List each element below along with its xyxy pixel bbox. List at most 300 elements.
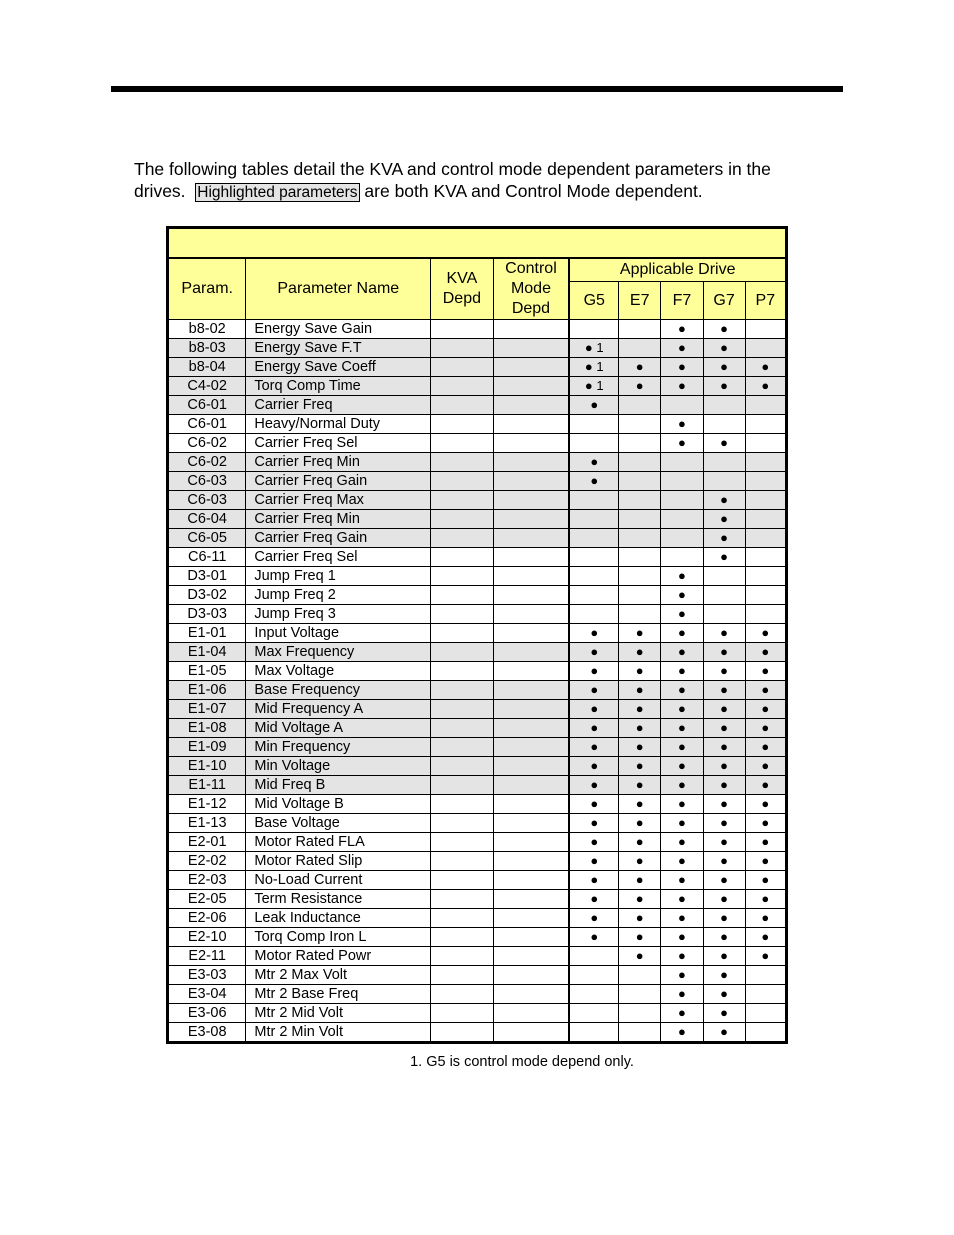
drive-e7-cell: ● (619, 947, 661, 966)
param-cell: C6-02 (168, 453, 246, 472)
drive-f7-cell: ● (661, 928, 703, 947)
drive-f7-cell: ● (661, 776, 703, 795)
drive-g5-cell (569, 434, 618, 453)
control-mode-depd-cell (493, 434, 569, 453)
drive-e7-cell: ● (619, 776, 661, 795)
drive-f7-cell: ● (661, 985, 703, 1004)
drive-p7-cell: ● (745, 814, 786, 833)
control-mode-depd-cell (493, 1023, 569, 1043)
drive-e7-cell: ● (619, 358, 661, 377)
control-mode-depd-cell (493, 491, 569, 510)
control-mode-depd-cell (493, 396, 569, 415)
parameter-name-cell: Motor Rated FLA (246, 833, 431, 852)
table-row (168, 985, 787, 1004)
parameter-name-cell: Min Frequency (246, 738, 431, 757)
kva-depd-cell (431, 852, 493, 871)
kva-depd-cell (431, 510, 493, 529)
kva-depd-cell (431, 700, 493, 719)
header-applicable-drive: Applicable Drive (569, 258, 786, 282)
drive-g5-cell (569, 586, 618, 605)
drive-g5-cell (569, 415, 618, 434)
header-ctl-line2: Mode (510, 280, 551, 297)
control-mode-depd-cell (493, 719, 569, 738)
param-cell: b8-02 (168, 320, 246, 339)
param-cell: E1-04 (168, 643, 246, 662)
drive-f7-cell: ● (661, 719, 703, 738)
drive-f7-cell: ● (661, 415, 703, 434)
drive-g7-cell: ● (703, 833, 745, 852)
drive-g7-cell (703, 472, 745, 491)
drive-f7-cell: ● (661, 320, 703, 339)
parameter-name-cell: Carrier Freq Sel (246, 434, 431, 453)
drive-g5-cell: ● (569, 871, 618, 890)
table-row (168, 909, 787, 928)
drive-g7-cell: ● (703, 719, 745, 738)
drive-g7-cell: ● (703, 738, 745, 757)
drive-p7-cell: ● (745, 719, 786, 738)
drive-p7-cell: ● (745, 757, 786, 776)
param-cell: E1-13 (168, 814, 246, 833)
control-mode-depd-cell (493, 738, 569, 757)
drive-g5-cell (569, 320, 618, 339)
param-cell: E3-06 (168, 1004, 246, 1023)
param-cell: E1-07 (168, 700, 246, 719)
table-row (168, 871, 787, 890)
parameter-name-cell: Motor Rated Powr (246, 947, 431, 966)
kva-depd-cell (431, 339, 493, 358)
control-mode-depd-cell (493, 605, 569, 624)
param-cell: E3-04 (168, 985, 246, 1004)
drive-e7-cell (619, 320, 661, 339)
drive-e7-cell (619, 472, 661, 491)
param-cell: C6-02 (168, 434, 246, 453)
intro-line2-post: are both KVA and Control Mode dependent. (364, 181, 703, 201)
drive-p7-cell (745, 396, 786, 415)
drive-p7-cell (745, 339, 786, 358)
kva-depd-cell (431, 757, 493, 776)
table-row (168, 966, 787, 985)
param-cell: C6-03 (168, 472, 246, 491)
param-cell: C6-03 (168, 491, 246, 510)
drive-g5-cell: ● 1 (569, 339, 618, 358)
drive-g7-cell: ● (703, 377, 745, 396)
kva-depd-cell (431, 928, 493, 947)
kva-depd-cell (431, 738, 493, 757)
drive-e7-cell (619, 434, 661, 453)
parameter-name-cell: Carrier Freq Max (246, 491, 431, 510)
drive-g5-cell: ● (569, 624, 618, 643)
table-row (168, 434, 787, 453)
drive-p7-cell (745, 985, 786, 1004)
drive-p7-cell (745, 966, 786, 985)
drive-e7-cell (619, 529, 661, 548)
drive-f7-cell (661, 548, 703, 567)
drive-g7-cell: ● (703, 681, 745, 700)
drive-f7-cell: ● (661, 434, 703, 453)
drive-e7-cell (619, 567, 661, 586)
drive-f7-cell (661, 396, 703, 415)
drive-g7-cell: ● (703, 928, 745, 947)
param-cell: C6-01 (168, 415, 246, 434)
control-mode-depd-cell (493, 453, 569, 472)
control-mode-depd-cell (493, 909, 569, 928)
param-cell: E1-09 (168, 738, 246, 757)
parameter-name-cell: Heavy/Normal Duty (246, 415, 431, 434)
kva-depd-cell (431, 320, 493, 339)
drive-g5-cell: ● 1 (569, 377, 618, 396)
parameter-name-cell: Jump Freq 2 (246, 586, 431, 605)
parameter-name-cell: Motor Rated Slip (246, 852, 431, 871)
control-mode-depd-cell (493, 586, 569, 605)
parameter-name-cell: Torq Comp Time (246, 377, 431, 396)
drive-p7-cell: ● (745, 681, 786, 700)
drive-e7-cell (619, 510, 661, 529)
kva-depd-cell (431, 472, 493, 491)
drive-g7-cell: ● (703, 624, 745, 643)
param-cell: E1-10 (168, 757, 246, 776)
drive-g7-cell: ● (703, 643, 745, 662)
parameter-name-cell: Base Voltage (246, 814, 431, 833)
drive-g5-cell (569, 529, 618, 548)
drive-e7-cell: ● (619, 833, 661, 852)
table-row (168, 548, 787, 567)
drive-p7-cell (745, 434, 786, 453)
table-row (168, 738, 787, 757)
drive-p7-cell (745, 415, 786, 434)
kva-depd-cell (431, 567, 493, 586)
table-row (168, 890, 787, 909)
param-cell: C6-04 (168, 510, 246, 529)
control-mode-depd-cell (493, 472, 569, 491)
kva-depd-cell (431, 833, 493, 852)
footnote: 1. G5 is control mode depend only. (410, 1054, 634, 1070)
param-cell: b8-04 (168, 358, 246, 377)
drive-f7-cell: ● (661, 738, 703, 757)
drive-g7-cell (703, 396, 745, 415)
drive-g7-cell: ● (703, 1023, 745, 1043)
parameter-name-cell: Mtr 2 Base Freq (246, 985, 431, 1004)
drive-g7-cell: ● (703, 909, 745, 928)
param-cell: E1-08 (168, 719, 246, 738)
control-mode-depd-cell (493, 624, 569, 643)
drive-g7-cell: ● (703, 358, 745, 377)
drive-e7-cell: ● (619, 795, 661, 814)
table-row (168, 852, 787, 871)
table-row (168, 624, 787, 643)
drive-g7-cell: ● (703, 529, 745, 548)
control-mode-depd-cell (493, 567, 569, 586)
table-row (168, 396, 787, 415)
kva-depd-cell (431, 776, 493, 795)
drive-g5-cell (569, 567, 618, 586)
parameter-name-cell: Leak Inductance (246, 909, 431, 928)
kva-depd-cell (431, 719, 493, 738)
parameter-name-cell: Energy Save Coeff (246, 358, 431, 377)
control-mode-depd-cell (493, 966, 569, 985)
drive-g5-cell: ● (569, 890, 618, 909)
top-rule (111, 86, 843, 92)
table-row (168, 928, 787, 947)
parameter-name-cell: Max Voltage (246, 662, 431, 681)
control-mode-depd-cell (493, 415, 569, 434)
drive-g7-cell: ● (703, 947, 745, 966)
param-cell: E2-11 (168, 947, 246, 966)
drive-p7-cell: ● (745, 871, 786, 890)
control-mode-depd-cell (493, 928, 569, 947)
parameter-name-cell: Mtr 2 Min Volt (246, 1023, 431, 1043)
drive-f7-cell (661, 472, 703, 491)
drive-g5-cell: ● (569, 776, 618, 795)
drive-p7-cell: ● (745, 795, 786, 814)
parameter-name-cell: Mtr 2 Max Volt (246, 966, 431, 985)
drive-g7-cell: ● (703, 966, 745, 985)
drive-g7-cell: ● (703, 491, 745, 510)
parameter-name-cell: Mid Voltage A (246, 719, 431, 738)
drive-e7-cell (619, 966, 661, 985)
drive-g5-cell: ● (569, 757, 618, 776)
drive-e7-cell (619, 548, 661, 567)
control-mode-depd-cell (493, 757, 569, 776)
param-cell: E2-01 (168, 833, 246, 852)
param-cell: E2-02 (168, 852, 246, 871)
table-row (168, 814, 787, 833)
drive-p7-cell: ● (745, 358, 786, 377)
drive-f7-cell: ● (661, 339, 703, 358)
parameter-name-cell: Carrier Freq Gain (246, 529, 431, 548)
drive-p7-cell: ● (745, 776, 786, 795)
drive-e7-cell: ● (619, 377, 661, 396)
control-mode-depd-cell (493, 681, 569, 700)
drive-p7-cell: ● (745, 852, 786, 871)
drive-e7-cell: ● (619, 624, 661, 643)
param-cell: E2-06 (168, 909, 246, 928)
kva-depd-cell (431, 662, 493, 681)
drive-p7-cell (745, 472, 786, 491)
drive-e7-cell: ● (619, 681, 661, 700)
drive-g7-cell (703, 605, 745, 624)
drive-p7-cell (745, 586, 786, 605)
header-name: Parameter Name (246, 258, 431, 320)
drive-e7-cell: ● (619, 643, 661, 662)
drive-f7-cell: ● (661, 833, 703, 852)
drive-g7-cell (703, 586, 745, 605)
table-row (168, 681, 787, 700)
kva-depd-cell (431, 358, 493, 377)
kva-depd-cell (431, 681, 493, 700)
kva-depd-cell (431, 871, 493, 890)
drive-g5-cell: ● (569, 643, 618, 662)
parameter-name-cell: Carrier Freq (246, 396, 431, 415)
drive-g5-cell: ● (569, 700, 618, 719)
parameter-table-container (166, 226, 788, 1044)
drive-f7-cell (661, 510, 703, 529)
drive-g5-cell: ● (569, 681, 618, 700)
drive-e7-cell: ● (619, 928, 661, 947)
drive-e7-cell: ● (619, 871, 661, 890)
drive-p7-cell (745, 320, 786, 339)
drive-g7-cell: ● (703, 662, 745, 681)
drive-p7-cell (745, 1004, 786, 1023)
table-row (168, 757, 787, 776)
drive-p7-cell: ● (745, 700, 786, 719)
header-drive-g7: G7 (703, 282, 745, 320)
drive-g7-cell (703, 453, 745, 472)
param-cell: E1-12 (168, 795, 246, 814)
table-row (168, 529, 787, 548)
table-row (168, 776, 787, 795)
drive-f7-cell (661, 491, 703, 510)
drive-e7-cell: ● (619, 738, 661, 757)
drive-p7-cell: ● (745, 833, 786, 852)
drive-f7-cell: ● (661, 662, 703, 681)
parameter-name-cell: Mtr 2 Mid Volt (246, 1004, 431, 1023)
drive-g5-cell: ● (569, 909, 618, 928)
control-mode-depd-cell (493, 529, 569, 548)
control-mode-depd-cell (493, 947, 569, 966)
table-row (168, 320, 787, 339)
drive-g5-cell (569, 1004, 618, 1023)
drive-e7-cell: ● (619, 814, 661, 833)
drive-e7-cell: ● (619, 700, 661, 719)
drive-f7-cell: ● (661, 624, 703, 643)
drive-e7-cell: ● (619, 852, 661, 871)
drive-g7-cell: ● (703, 757, 745, 776)
drive-f7-cell: ● (661, 947, 703, 966)
param-cell: E1-06 (168, 681, 246, 700)
header-control (493, 258, 569, 320)
header-drive-e7: E7 (619, 282, 661, 320)
drive-p7-cell (745, 1023, 786, 1043)
control-mode-depd-cell (493, 510, 569, 529)
drive-p7-cell: ● (745, 738, 786, 757)
control-mode-depd-cell (493, 852, 569, 871)
param-cell: D3-03 (168, 605, 246, 624)
table-row (168, 795, 787, 814)
parameter-name-cell: Carrier Freq Sel (246, 548, 431, 567)
drive-f7-cell: ● (661, 643, 703, 662)
highlight-sample: Highlighted parameters (197, 184, 358, 201)
drive-g5-cell: ● (569, 662, 618, 681)
header-drive-f7: F7 (661, 282, 703, 320)
drive-g5-cell: ● (569, 928, 618, 947)
drive-g7-cell: ● (703, 1004, 745, 1023)
table-row (168, 605, 787, 624)
drive-g5-cell: ● (569, 472, 618, 491)
drive-e7-cell (619, 453, 661, 472)
param-cell: E2-03 (168, 871, 246, 890)
header-ctl-line3: Depd (511, 300, 551, 317)
drive-f7-cell: ● (661, 605, 703, 624)
parameter-name-cell: No-Load Current (246, 871, 431, 890)
drive-g7-cell: ● (703, 871, 745, 890)
control-mode-depd-cell (493, 985, 569, 1004)
parameter-name-cell: Term Resistance (246, 890, 431, 909)
drive-g5-cell: ● (569, 738, 618, 757)
table-row (168, 662, 787, 681)
drive-g5-cell (569, 510, 618, 529)
control-mode-depd-cell (493, 643, 569, 662)
kva-depd-cell (431, 529, 493, 548)
drive-f7-cell: ● (661, 567, 703, 586)
table-row (168, 1004, 787, 1023)
control-mode-depd-cell (493, 890, 569, 909)
param-cell: E2-10 (168, 928, 246, 947)
drive-f7-cell: ● (661, 586, 703, 605)
drive-g7-cell: ● (703, 339, 745, 358)
parameter-name-cell: Mid Voltage B (246, 795, 431, 814)
param-cell: b8-03 (168, 339, 246, 358)
drive-g7-cell: ● (703, 320, 745, 339)
parameter-name-cell: Carrier Freq Min (246, 453, 431, 472)
drive-g5-cell: ● (569, 453, 618, 472)
drive-f7-cell: ● (661, 909, 703, 928)
drive-f7-cell: ● (661, 700, 703, 719)
drive-g7-cell: ● (703, 890, 745, 909)
table-row (168, 643, 787, 662)
param-cell: E1-05 (168, 662, 246, 681)
table-row (168, 700, 787, 719)
control-mode-depd-cell (493, 548, 569, 567)
drive-e7-cell: ● (619, 757, 661, 776)
drive-g5-cell: ● (569, 719, 618, 738)
drive-g5-cell: ● (569, 396, 618, 415)
param-cell: E1-11 (168, 776, 246, 795)
drive-p7-cell (745, 567, 786, 586)
table-row (168, 510, 787, 529)
parameter-name-cell: Energy Save F.T (246, 339, 431, 358)
drive-f7-cell: ● (661, 814, 703, 833)
param-cell: C4-02 (168, 377, 246, 396)
kva-depd-cell (431, 396, 493, 415)
drive-e7-cell: ● (619, 890, 661, 909)
kva-depd-cell (431, 586, 493, 605)
table-row (168, 377, 787, 396)
header-ctl-line1: Control (505, 260, 557, 277)
drive-p7-cell: ● (745, 928, 786, 947)
table-row (168, 586, 787, 605)
drive-f7-cell (661, 529, 703, 548)
parameter-name-cell: Torq Comp Iron L (246, 928, 431, 947)
table-row (168, 1023, 787, 1043)
kva-depd-cell (431, 491, 493, 510)
param-cell: E1-01 (168, 624, 246, 643)
control-mode-depd-cell (493, 776, 569, 795)
param-cell: D3-02 (168, 586, 246, 605)
drive-g7-cell: ● (703, 814, 745, 833)
drive-e7-cell (619, 396, 661, 415)
kva-depd-cell (431, 434, 493, 453)
drive-g7-cell: ● (703, 776, 745, 795)
control-mode-depd-cell (493, 700, 569, 719)
intro-line1: The following tables detail the KVA and control mode dependent parameters in the (134, 159, 771, 179)
drive-g5-cell (569, 491, 618, 510)
parameter-name-cell: Min Voltage (246, 757, 431, 776)
parameter-name-cell: Jump Freq 3 (246, 605, 431, 624)
kva-depd-cell (431, 453, 493, 472)
header-drive-p7: P7 (745, 282, 786, 320)
table-row (168, 947, 787, 966)
control-mode-depd-cell (493, 833, 569, 852)
drive-f7-cell: ● (661, 852, 703, 871)
drive-p7-cell: ● (745, 947, 786, 966)
drive-g5-cell: ● (569, 852, 618, 871)
drive-e7-cell (619, 1004, 661, 1023)
parameter-table (166, 226, 788, 1044)
parameter-name-cell: Mid Frequency A (246, 700, 431, 719)
drive-g7-cell (703, 415, 745, 434)
kva-depd-cell (431, 548, 493, 567)
table-title (168, 228, 787, 259)
